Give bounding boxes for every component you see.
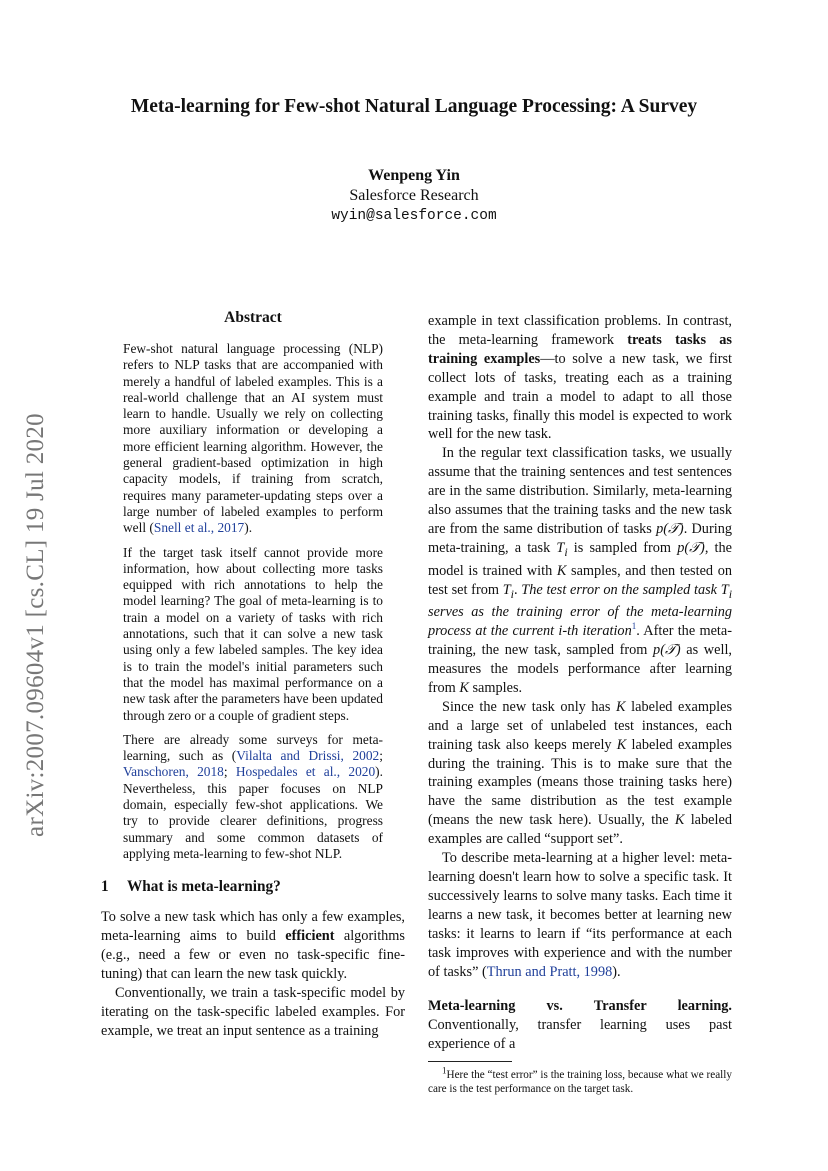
body-paragraph: To solve a new task which has only a few examples, meta-learning aims to build efficient algorithms (e.g., need a few or even no task-specific fine-tuning) that can learn the new task quickly. xyxy=(101,909,405,982)
footnote-marker[interactable]: 1 xyxy=(631,621,637,632)
arxiv-id: arXiv:2007.09604v1 [cs.CL] 19 Jul 2020 xyxy=(22,413,49,837)
author-block xyxy=(0,166,828,226)
citation-link[interactable]: Snell et al., 2017 xyxy=(153,520,245,536)
citation-link[interactable]: Vanschoren, 2018 xyxy=(123,764,224,780)
author-email[interactable]: wyin@salesforce.com xyxy=(331,208,497,224)
paper-title: Meta-learning for Few-shot Natural Language Processing: A Survey xyxy=(130,96,698,117)
footnote-divider xyxy=(428,1061,512,1062)
footnote: $^1$Here the “test error” is the training loss, because what we really care is the test performance on the target task. xyxy=(428,1065,732,1096)
body-paragraph: Conventionally, we train a task-specific model by iterating on the task-specific labeled examples. For example, we treat an input sentence as a training xyxy=(101,984,405,1039)
author-affiliation: Salesforce Research xyxy=(349,187,479,204)
left-column xyxy=(101,309,405,1041)
right-column xyxy=(428,312,732,1096)
paragraph-heading: Meta-learning vs. Transfer learning. xyxy=(428,998,732,1015)
abstract-paragraph-2: If the target task itself cannot provide more information, how about collecting more tasks equipped with rich annotations to help the model learning? The goal of meta-learning is to train a model on a variety of tasks with rich annotations, such that it can solve a new task using only a few labeled samples. The key idea is to train the model's initial parameters such that the model has maximal performance on a new task after the parameters have been updated through zero or a couple of gradient steps. xyxy=(123,544,383,723)
abstract-paragraph-1: Few-shot natural language processing (NLP) refers to NLP tasks that are accompanied with merely a handful of labeled examples. This is a real-world challenge that an AI system must learn to handle. Usually we rely on collecting more auxiliary information or developing a more efficient learning algorithm. However, the general gradient-based optimization in high capacity models, if training from scratch, requires many parameter-updating steps over a large number of labeled examples to perform well (Snell et al., 2017). xyxy=(123,341,383,536)
citation-link[interactable]: Vilalta and Drissi, 2002 xyxy=(236,748,380,764)
citation-link[interactable]: Thrun and Pratt, 1998 xyxy=(486,963,613,980)
body-paragraph: Since the new task only has K labeled examples and a large set of unlabeled test instances, each training task also keeps merely K labeled examples during the training. This is to make sure that the training examples (means those training tasks here) have the same distribution as the test example (means the new task here). Usually, the K labeled examples are called “support set”. xyxy=(428,698,733,848)
arxiv-watermark xyxy=(22,375,50,875)
section-number: 1 xyxy=(101,878,109,896)
section-title: What is meta-learning? xyxy=(127,878,281,896)
abstract-heading: Abstract xyxy=(224,309,282,326)
body-paragraph: example in text classification problems. In contrast, the meta-learning framework treats tasks as training examples—to solve a new task, we first collect lots of tasks, treating each as a training example and train a model to adapt to all those training tasks, finally this model is expected to work well for the new task. xyxy=(428,313,732,443)
body-paragraph: In the regular text classification tasks, we usually assume that the training sentences and test sentences are in the same distribution. Similarly, meta-learning also assumes that the training tasks and the new task are from the same distribution of tasks p(𝒯). During meta-training, a task $T_i$ is sampled from p(𝒯), the model is trained with K samples, and then tested on test set from $T_i$. The test error on the sampled task $T_i$ serves as the training error of the meta-learning process at the current i-th iteration$^1$. After the meta-training, the new task, sampled from p(𝒯) as well, measures the models performance after learning from K samples. xyxy=(428,445,733,696)
footnote-number: 1 xyxy=(442,1065,447,1076)
body-paragraph: To describe meta-learning at a higher level: meta-learning doesn't learn how to solve a specific task. It successively learns to solve many tasks. Each time it learns a new task, it becomes better at learning new tasks: it learns to learn if “its performance at each task improves with experience and with the number of tasks” (Thrun and Pratt, 1998). xyxy=(428,850,732,980)
paragraph-with-run-in-heading: Meta-learning vs. Transfer learning. Conventionally, transfer learning uses past experience of a xyxy=(428,998,732,1053)
section-heading xyxy=(101,878,405,896)
author-name: Wenpeng Yin xyxy=(368,167,460,184)
abstract-paragraph-3: There are already some surveys for meta-learning, such as (Vilalta and Drissi, 2002; Vanschoren, 2018; Hospedales et al., 2020). Nevertheless, this paper focuses on NLP domain, especially few-shot applications. We try to provide clearer definitions, progress summary and some common datasets of applying meta-learning to few-shot NLP. xyxy=(123,731,383,861)
citation-link[interactable]: Hospedales et al., 2020 xyxy=(235,764,376,780)
